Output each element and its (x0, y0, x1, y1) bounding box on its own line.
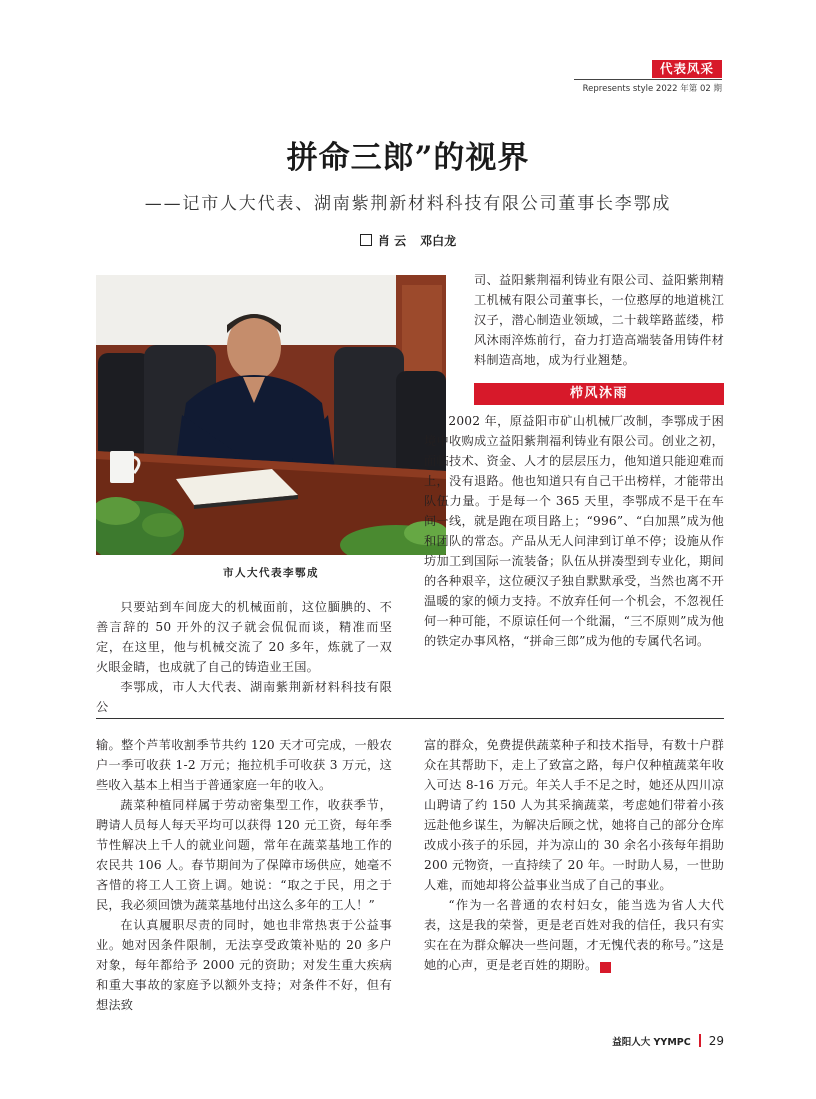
section-tag: 代表风采 (652, 60, 722, 78)
author-2: 邓白龙 (420, 234, 457, 248)
paragraph: 在认真履职尽责的同时，她也非常热衷于公益事业。她对因条件限制，无法享受政策补贴的 20 多户对象，每年都给予 2000 元的资助；对发生重大疾病和重大事故的家庭予以额外支持；对条件不好，但有想法致 (96, 918, 392, 1012)
author-box-icon (360, 234, 372, 246)
paragraph: 富的群众，免费提供蔬菜种子和技术指导，有数十户群众在其帮助下，走上了致富之路，每户仅种植蔬菜年收入可达 8-16 万元。年关人手不足之时，她还从四川凉山聘请了约 150 人为其采摘蔬菜，考虑她们带着小孩远赴他乡谋生，为解决后顾之忧，她将自己的部分仓库改成小孩子的乐园，并为凉山的 30 余名小孩每年捐助 200 元物资，一直持续了 20 年。一时助人易，一世助人难，而她却将公益事业当成了自己的事业。 (424, 738, 724, 892)
article-title: 拼命三郎”的视界 (286, 140, 530, 176)
footer-separator (699, 1034, 701, 1047)
paragraph: 只要站到车间庞大的机械面前，这位腼腆的、不善言辞的 50 开外的汉子就会侃侃而谈，精准而坚定，在这里，他与机械交流了 20 多年，炼就了一双火眼金睛，也成就了自己的铸造业王国。 (96, 600, 392, 674)
paragraph: 李鄂成，市人大代表、湖南紫荆新材料科技有限公 (96, 680, 392, 714)
page-number: 29 (708, 1034, 724, 1048)
column-upper-left (96, 597, 392, 717)
column-lower-right (424, 735, 724, 975)
author-line (0, 232, 816, 249)
section-subhead: 栉风沐雨 (474, 383, 724, 405)
closing-text: “作为一名普通的农村妇女，能当选为省人大代表，这是我的荣誉，更是老百姓对我的信任，我只有实实在在为群众解决一些问题，才无愧代表的称号。”这是她的心声，更是老百姓的期盼。 (424, 898, 724, 972)
section-divider (96, 718, 724, 719)
paragraph: 输。整个芦苇收割季节共约 120 天才可完成，一般农户一季可收获 1-2 万元；拖拉机手可收获 3 万元，这些收入基本上相当于普通家庭一年的收入。 (96, 738, 392, 792)
author-1: 肖 云 (377, 234, 407, 248)
page-footer (560, 1034, 724, 1048)
issue-info: Represents style 2022 年第 02 期 (582, 84, 722, 94)
paragraph (424, 895, 724, 975)
paragraph: 2002 年，原益阳市矿山机械厂改制，李鄂成于困境中收购成立益阳紫荆福利铸业有限公司。创业之初，面临技术、资金、人才的层层压力，他知道只能迎难而上，没有退路。他也知道只有自己干出榜样，才能带出队伍力量。于是每一个 365 天里，李鄂成不是干在车间一线，就是跑在项目路上；“996”、“白加黑”成为他和团队的常态。产品从无人问津到订单不停；设施从作坊加工到国际一流装备；队伍从拼凑型到专业化，期间的各种艰辛，这位硬汉子独自默默承受，当然也离不开温暖的家的倾力支持。不放弃任何一个机会，不忽视任何一种可能，不原谅任何一个纰漏，“三不原则”成为他的铁定办事风格，“拼命三郎”成为他的专属代名词。 (424, 414, 724, 648)
header-rule (574, 79, 722, 80)
photo-caption: 市人大代表李鄂成 (223, 567, 319, 579)
portrait-photo (96, 275, 446, 555)
column-upper-right (474, 270, 724, 370)
article-subtitle: ——记市人大代表、湖南紫荆新材料科技有限公司董事长李鄂成 (144, 194, 672, 214)
paragraph: 蔬菜种植同样属于劳动密集型工作，收获季节，聘请人员每人每天平均可以获得 120 元工资，每年季节性解决上千人的就业问题，常年在蔬菜基地工作的农民共 106 人。春节期间为了保障市场供应，她毫不吝惜的将工人工资上调。她说：“取之于民，用之于民，我必须回馈为蔬菜基地付出这么多年的工人！” (96, 798, 392, 912)
column-upper-right-body (424, 411, 724, 651)
end-mark-icon: 文 (600, 962, 611, 973)
paragraph: 司、益阳紫荆福利铸业有限公司、益阳紫荆精工机械有限公司董事长，一位憨厚的地道桃江汉子，潜心制造业领域，二十载筚路蓝缕，栉风沐雨淬炼前行，奋力打造高端装备用铸件材料制造高地，成为行业翘楚。 (474, 273, 724, 367)
column-lower-left (96, 735, 392, 1015)
magazine-name: 益阳人大 YYMPC (612, 1037, 691, 1048)
